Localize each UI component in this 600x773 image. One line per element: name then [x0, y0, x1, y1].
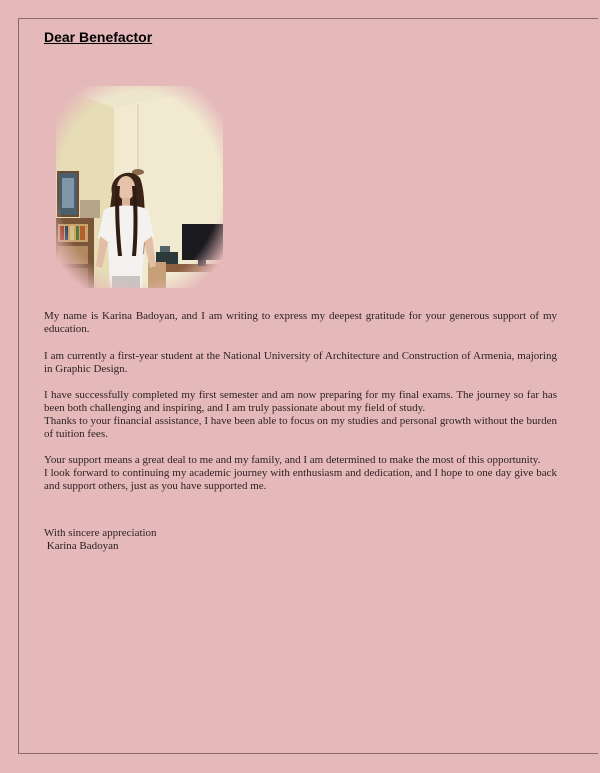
paragraph-introduction: My name is Karina Badoyan, and I am writing to express my deepest gratitude for your generous support of my education. [44, 310, 557, 335]
signature-name: Karina Badoyan [44, 540, 119, 552]
paragraph-progress: I have successfully completed my first semester and am now preparing for my final exams. The journey so far has been both challenging and inspiring, and I am truly passionate about my field of study. [44, 389, 557, 414]
paragraph-support: Your support means a great deal to me and my family, and I am determined to make the most of this opportunity. [44, 454, 541, 466]
paragraph-financial-assistance: Thanks to your financial assistance, I have been able to focus on my studies and personal growth without the burden of tuition fees. [44, 415, 557, 440]
paragraph-studies: I am currently a first-year student at the National University of Architecture and Construction of Armenia, majoring in Graphic Design. [44, 350, 557, 375]
closing-line: With sincere appreciation [44, 527, 157, 539]
letter-heading: Dear Benefactor [44, 29, 153, 45]
student-photo [56, 86, 223, 288]
letter-body [44, 310, 557, 553]
paragraph-future: I look forward to continuing my academic journey with enthusiasm and dedication, and I hope to one day give back and support others, just as you have supported me. [44, 467, 557, 492]
